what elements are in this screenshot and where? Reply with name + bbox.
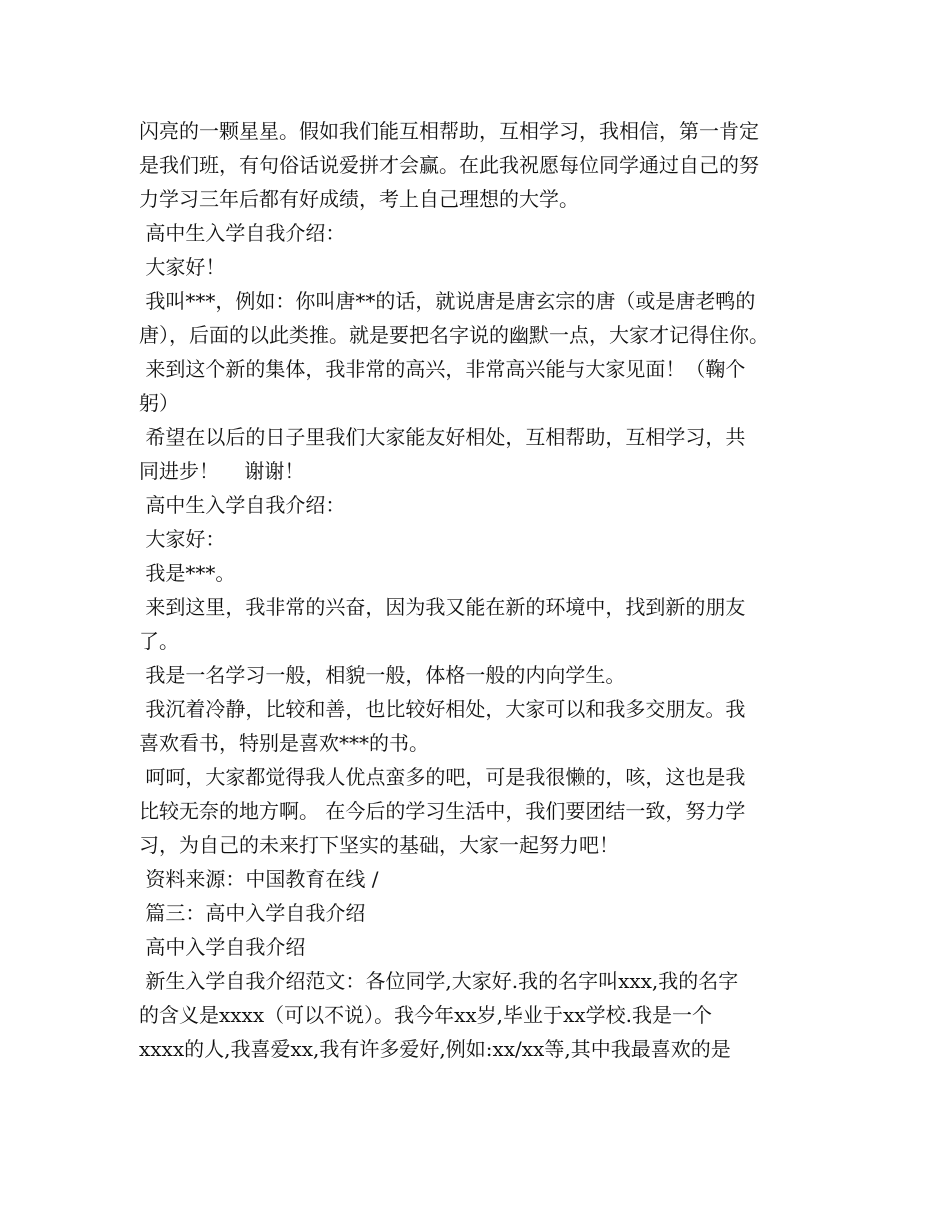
text-line: 习，为自己的未来打下坚实的基础，大家一起努力吧！ <box>139 833 619 857</box>
text-line: 我是一名学习一般，相貌一般，体格一般的内向学生。 <box>139 663 626 687</box>
greeting-line: 大家好！ <box>139 255 226 279</box>
text-line: 喜欢看书，特别是喜欢***的书。 <box>139 731 429 755</box>
text-line: 呵呵，大家都觉得我人优点蛮多的吧，可是我很懒的，咳，这也是我 <box>139 765 746 789</box>
document-body <box>139 114 819 1066</box>
text-line: xxxx的人,我喜爱xx,我有许多爱好,例如:xx/xx等,其中我最喜欢的是 <box>139 1037 731 1061</box>
text-line: 躬） <box>139 391 179 415</box>
text-line: 的含义是xxxx（可以不说）。我今年xx岁,毕业于xx学校.我是一个 <box>139 1003 712 1027</box>
text-line: 我叫***，例如：你叫唐**的话，就说唐是唐玄宗的唐（或是唐老鸭的 <box>139 289 756 313</box>
text-line: 来到这里，我非常的兴奋，因为我又能在新的环境中，找到新的朋友 <box>139 595 746 619</box>
text-line: 比较无奈的地方啊。 在今后的学习生活中，我们要团结一致，努力学 <box>139 799 746 823</box>
text-line: 希望在以后的日子里我们大家能友好相处，互相帮助，互相学习，共 <box>139 425 746 449</box>
text-line: 力学习三年后都有好成绩，考上自己理想的大学。 <box>139 187 579 211</box>
text-line: 是我们班，有句俗话说爱拼才会赢。在此我祝愿每位同学通过自己的努 <box>139 153 759 177</box>
section-heading: 高中生入学自我介绍： <box>139 493 346 517</box>
section-heading: 高中生入学自我介绍： <box>139 221 346 245</box>
section-heading: 高中入学自我介绍 <box>139 935 306 959</box>
text-line: 新生入学自我介绍范文：各位同学,大家好.我的名字叫xxx,我的名字 <box>139 969 739 993</box>
text-line: 唐），后面的以此类推。就是要把名字说的幽默一点，大家才记得住你。 <box>139 323 769 347</box>
text-line: 闪亮的一颗星星。假如我们能互相帮助，互相学习，我相信，第一肯定 <box>139 119 759 143</box>
text-line: 我沉着冷静，比较和善，也比较好相处，大家可以和我多交朋友。我 <box>139 697 746 721</box>
text-line: 同进步！ 谢谢！ <box>139 459 305 483</box>
text-line: 我是***。 <box>139 561 236 585</box>
section-heading: 篇三：高中入学自我介绍 <box>139 901 366 925</box>
text-line: 了。 <box>139 629 179 653</box>
text-line: 来到这个新的集体，我非常的高兴，非常高兴能与大家见面！（鞠个 <box>139 357 746 381</box>
source-line: 资料来源：中国教育在线 / <box>139 867 379 891</box>
greeting-line: 大家好： <box>139 527 226 551</box>
